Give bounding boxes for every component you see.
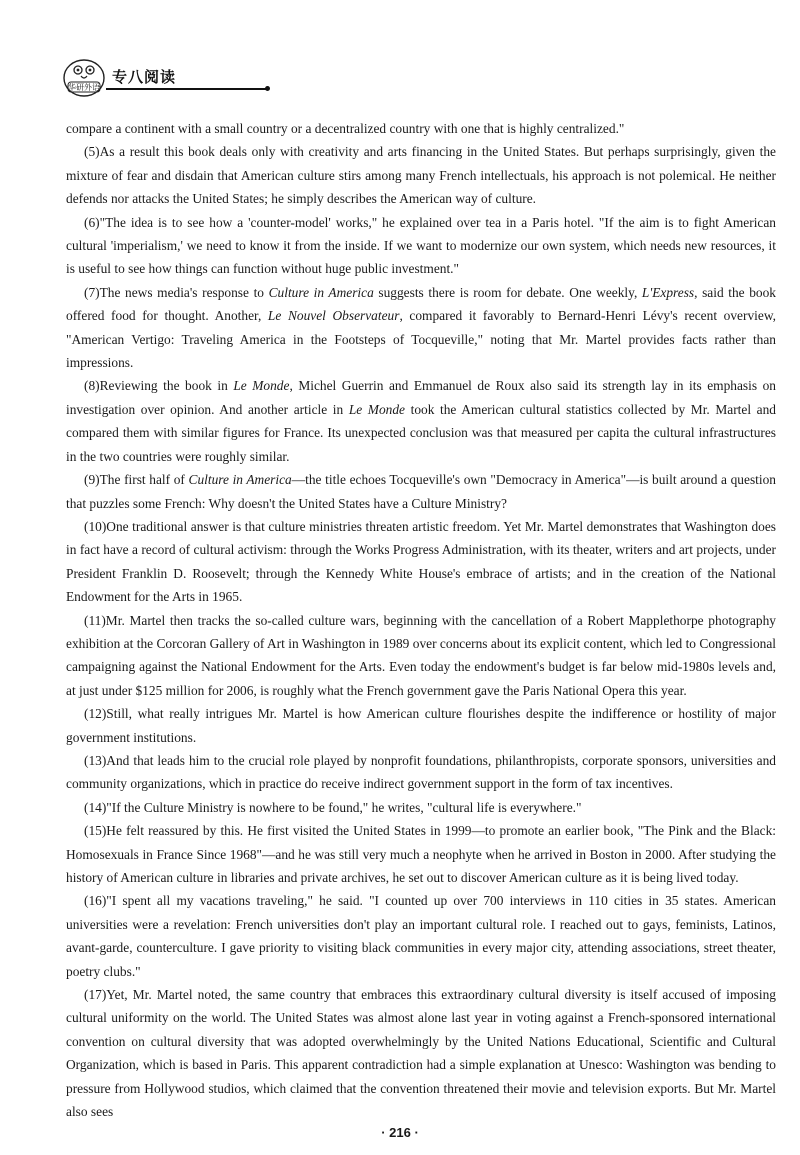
paragraph-11: (11)Mr. Martel then tracks the so-called culture wars, beginning with the cancellation of a Robert Mapplethorpe photography exhibition at the Corcoran Gallery of Art in Washington in 1989 over concerns about its explicit content, which led to Congressional campaigning against the National Endowment for the Arts. Even today the endowment's budget is far below mid-1980s levels and, at just under $125 million for 2006, is roughly what the French government gave the Paris National Opera this year. [66, 612, 776, 698]
page-header [62, 58, 222, 98]
publisher-logo [62, 58, 106, 98]
publication-title: Le Monde [233, 378, 290, 394]
paragraph-10: (10)One traditional answer is that culture ministries threaten artistic freedom. Yet Mr. Martel demonstrates that Washington does in fact have a record of cultural activism: through the Works Progress Administration, with its theater, writers and art projects, under President Franklin D. Roosevelt; through the Kennedy White House's embrace of artists; and in the creation of the National Endowment for the Arts in 1965. [66, 518, 776, 605]
paragraph-12: (12)Still, what really intrigues Mr. Martel is how American culture flourishes despite the indifference or hostility of major government institutions. [66, 706, 776, 745]
paragraph-14: (14)"If the Culture Ministry is nowhere to be found," he writes, "cultural life is everywhere." [84, 799, 582, 815]
section-title: 专八阅读 [112, 68, 177, 86]
publication-title: L'Express [641, 284, 695, 300]
page-number: · 216 · [381, 1125, 419, 1140]
paragraph-15: (15)He felt reassured by this. He first visited the United States in 1999—to promote an earlier book, "The Pink and the Black: Homosexuals in France Since 1968"—and he was still very much a neophyte when he arrived in Boston in 2000. After studying the history of American culture in libraries and private archives, he set out to discover American culture as it is being lived today. [66, 823, 776, 885]
paragraph-16: (16)"I spent all my vacations traveling," he said. "I counted up over 700 interviews in 110 cities in 35 states. American universities were a revelation: French universities don't play an important cultural role. I reached out to gays, feminists, Latinos, avant-garde, counterculture. I gave priority to visiting black communities in every major city, attending associations, street theater, poetry clubs." [66, 893, 776, 979]
paragraph-9: (9)The first half of Culture in America—the title echoes Tocqueville's own "Democracy in America"—is built around a question that puzzles some French: Why doesn't the United States have a Culture Ministry? [66, 472, 776, 511]
paragraph-continued: compare a continent with a small country or a decentralized country with one that is highly centralized." [66, 121, 625, 136]
book-title: Culture in America [188, 472, 292, 488]
paragraph-13: (13)And that leads him to the crucial role played by nonprofit foundations, philanthropists, corporate sponsors, universities and community organizations, which in practice do receive indirect government support in the form of tax incentives. [66, 752, 776, 792]
book-title: Culture in America [268, 284, 374, 300]
svg-text:华研外语: 华研外语 [68, 83, 100, 92]
paragraph-5: (5)As a result this book deals only with creativity and arts financing in the United States. But perhaps surprisingly, given the mixture of fear and disdain that American culture stirs among many French intellectuals, his approach is not polemical. He neither defends nor attacks the United States; he simply describes the American way of culture. [66, 144, 776, 207]
owl-logo-icon [62, 58, 106, 98]
publication-title: Le Monde [348, 401, 405, 417]
paragraph-17: (17)Yet, Mr. Martel noted, the same country that embraces this extraordinary cultural diversity is itself accused of imposing cultural uniformity on the world. The United States was almost alone last year in voting against a French-sponsored international convention on cultural diversity that was adopted overwhelmingly by the United Nations Educational, Scientific and Cultural Organization, which is based in Paris. This apparent contradiction had a simple explanation at Unesco: Washington was bending to pressure from Hollywood studios, which claimed that the convention threatened their movie and television exports. But Mr. Martel also sees [66, 987, 776, 1120]
article-body [66, 117, 776, 1123]
paragraph-6: (6)"The idea is to see how a 'counter-model' works," he explained over tea in a Paris hotel. "If the aim is to fight American cultural 'imperialism,' we need to know it from the inside. If we want to modernize our own system, which needs new resources, it is useful to see how things can function without huge public investment." [66, 214, 776, 277]
header-dot [265, 86, 270, 91]
paragraph-8: (8)Reviewing the book in Le Monde, Michel Guerrin and Emmanuel de Roux also said its strength lay in its emphasis on investigation over opinion. And another article in Le Monde took the American cultural statistics collected by Mr. Martel and compared them with similar figures for France. Its unexpected conclusion was that measured per capita the cultural infrastructures in the two countries were roughly similar. [66, 378, 776, 464]
header-rule [106, 88, 266, 90]
paragraph-7: (7)The news media's response to Culture in America suggests there is room for debate. One weekly, L'Express, said the book offered food for thought. Another, Le Nouvel Observateur, compared it favorably to Bernard-Henri Lévy's recent overview, "American Vertigo: Traveling America in the Footsteps of Tocqueville," noting that Mr. Martel provides facts rather than impressions. [66, 284, 776, 371]
publication-title: Le Nouvel Observateur [267, 308, 400, 324]
